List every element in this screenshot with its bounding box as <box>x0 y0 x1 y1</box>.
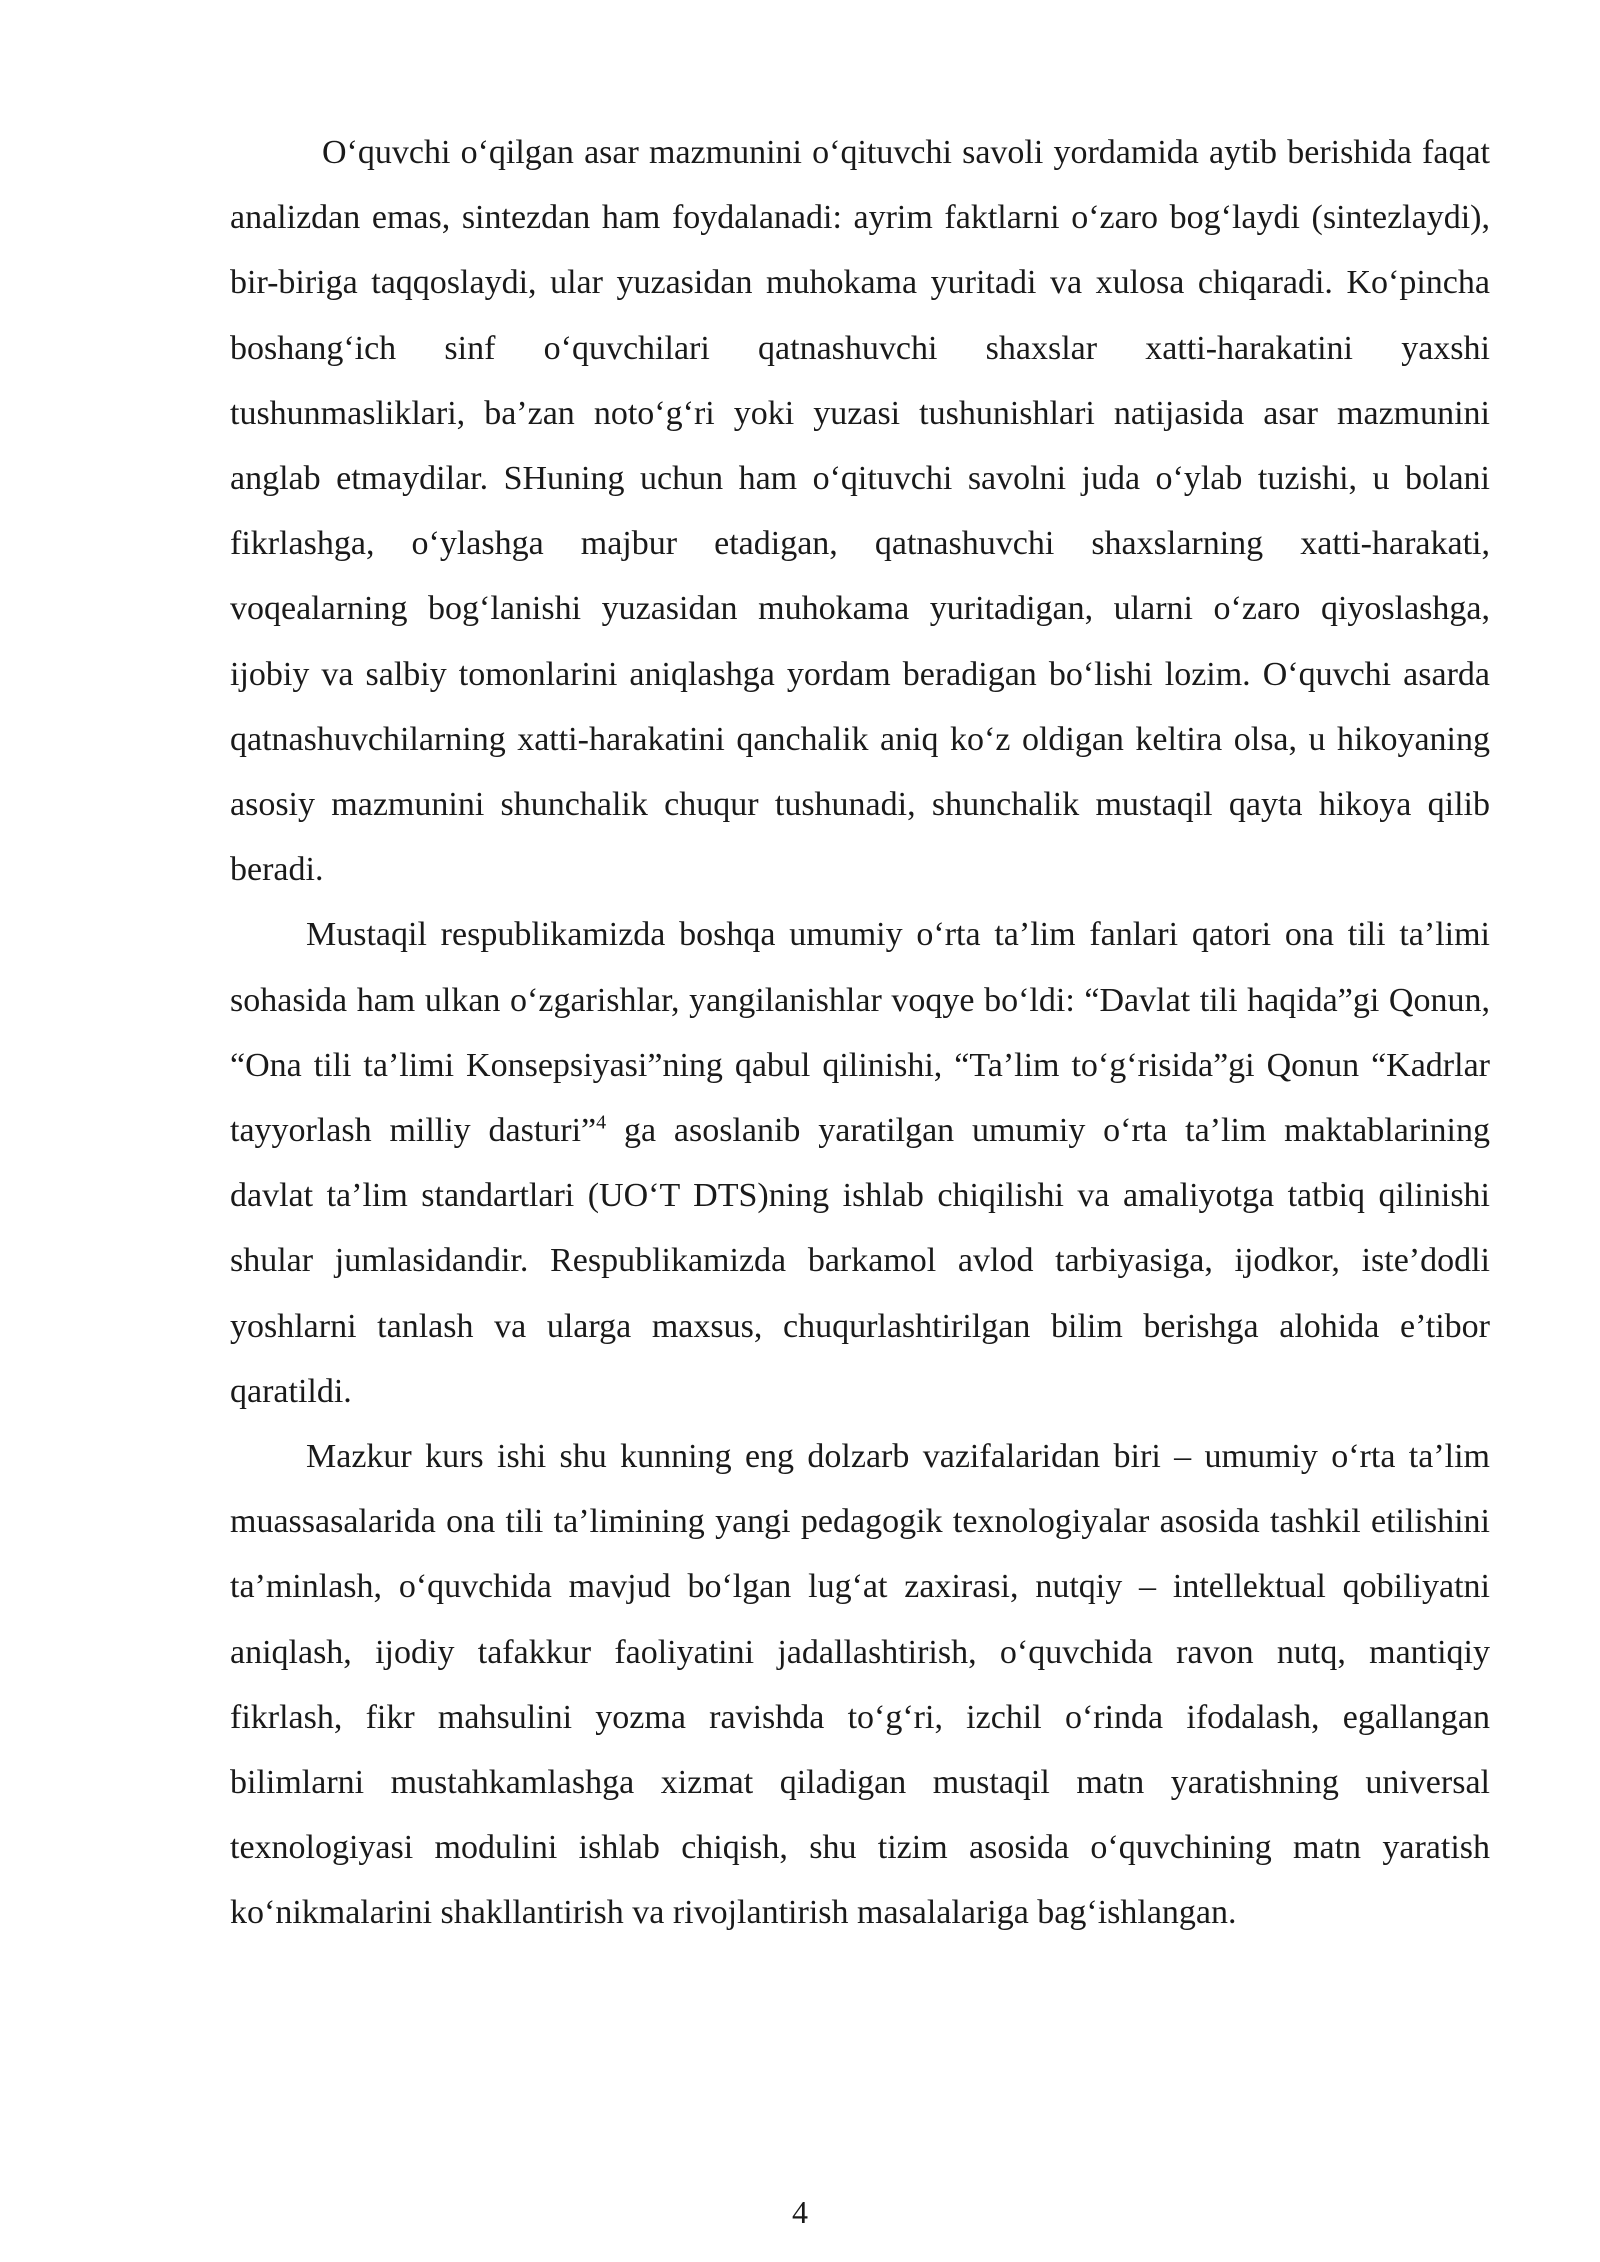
body-text <box>230 120 1490 1946</box>
paragraph-1-text: O‘quvchi o‘qilgan asar mazmunini o‘qituvchi savoli yordamida aytib berishida faqat analizdan emas, sintezdan ham foydalanadi: ayrim faktlarni o‘zaro bog‘laydi (sintezlaydi), bir-biriga taqqoslaydi, ular yuzasidan muhokama yuritadi va xulosa chiqaradi. Ko‘pincha boshang‘ich sinf o‘quvchilari qatnashuvchi shaxslar xatti-harakatini yaxshi tushunmasliklari, ba’zan noto‘g‘ri yoki yuzasi tushunishlari natijasida asar mazmunini anglab etmaydilar. SHuning uchun ham o‘qituvchi savolni juda o‘ylab tuzishi, u bolani fikrlashga, o‘ylashga majbur etadigan, qatnashuvchi shaxslarning xatti-harakati, voqealarning bog‘lanishi yuzasidan muhokama yuritadigan, ularni o‘zaro qiyoslashga, ijobiy va salbiy tomonlarini aniqlashga yordam beradigan bo‘lishi lozim. O‘quvchi asarda qatnashuvchilarning xatti-harakatini qanchalik aniq ko‘z oldigan keltira olsa, u hikoyaning asosiy mazmunini shunchalik chuqur tushunadi, shunchalik mustaqil qayta hikoya qilib beradi. <box>230 134 1490 889</box>
paragraph-2 <box>230 902 1490 1424</box>
paragraph-3-text: Mazkur kurs ishi shu kunning eng dolzarb vazifalaridan biri – umumiy o‘rta ta’lim muassasalarida ona tili ta’limining yangi pedagogik texnologiyalar asosida tashkil etilishini ta’minlash, o‘quvchida mavjud bo‘lgan lug‘at zaxirasi, nutqiy – intellektual qobiliyatni aniqlash, ijodiy tafakkur faoliyatini jadallashtirish, o‘quvchida ravon nutq, mantiqiy fikrlash, fikr mahsulini yozma ravishda to‘g‘ri, izchil o‘rinda ifodalash, egallangan bilimlarni mustahkamlashga xizmat qiladigan mustaqil matn yaratishning universal texnologiyasi modulini ishlab chiqish, shu tizim asosida o‘quvchining matn yaratish ko‘nikmalarini shakllantirish va rivojlantirish masalalariga bag‘ishlangan. <box>230 1438 1490 1932</box>
paragraph-2-text-part-2: ga asoslanib yaratilgan umumiy o‘rta ta’lim maktablarining davlat ta’lim standartlari (UO‘T DTS)ning ishlab chiqilishi va amaliyotga tatbiq qilinishi shular jumlasidandir. Respublikamizda barkamol avlod tarbiyasiga, ijodkor, iste’dodli yoshlarni tanlash va ularga maxsus, chuqurlashtirilgan bilim berishga alohida e’tibor qaratildi. <box>230 1112 1490 1410</box>
paragraph-2-text-part-1: Mustaqil respublikamizda boshqa umumiy o‘rta ta’lim fanlari qatori ona tili ta’limi sohasida ham ulkan o‘zgarishlar, yangilanishlar voqye bo‘ldi: “Davlat tili haqida”gi Qonun, “Ona tili ta’limi Konsepsiyasi”ning qabul qilinishi, “Ta’lim to‘g‘risida”gi Qonun “Kadrlar tayyorlash milliy dasturi” <box>230 916 1490 1150</box>
paragraph-1 <box>230 120 1490 902</box>
page-number: 4 <box>792 2194 808 2230</box>
footnote-marker[interactable]: 4 <box>596 1111 607 1134</box>
paragraph-3 <box>230 1424 1490 1946</box>
